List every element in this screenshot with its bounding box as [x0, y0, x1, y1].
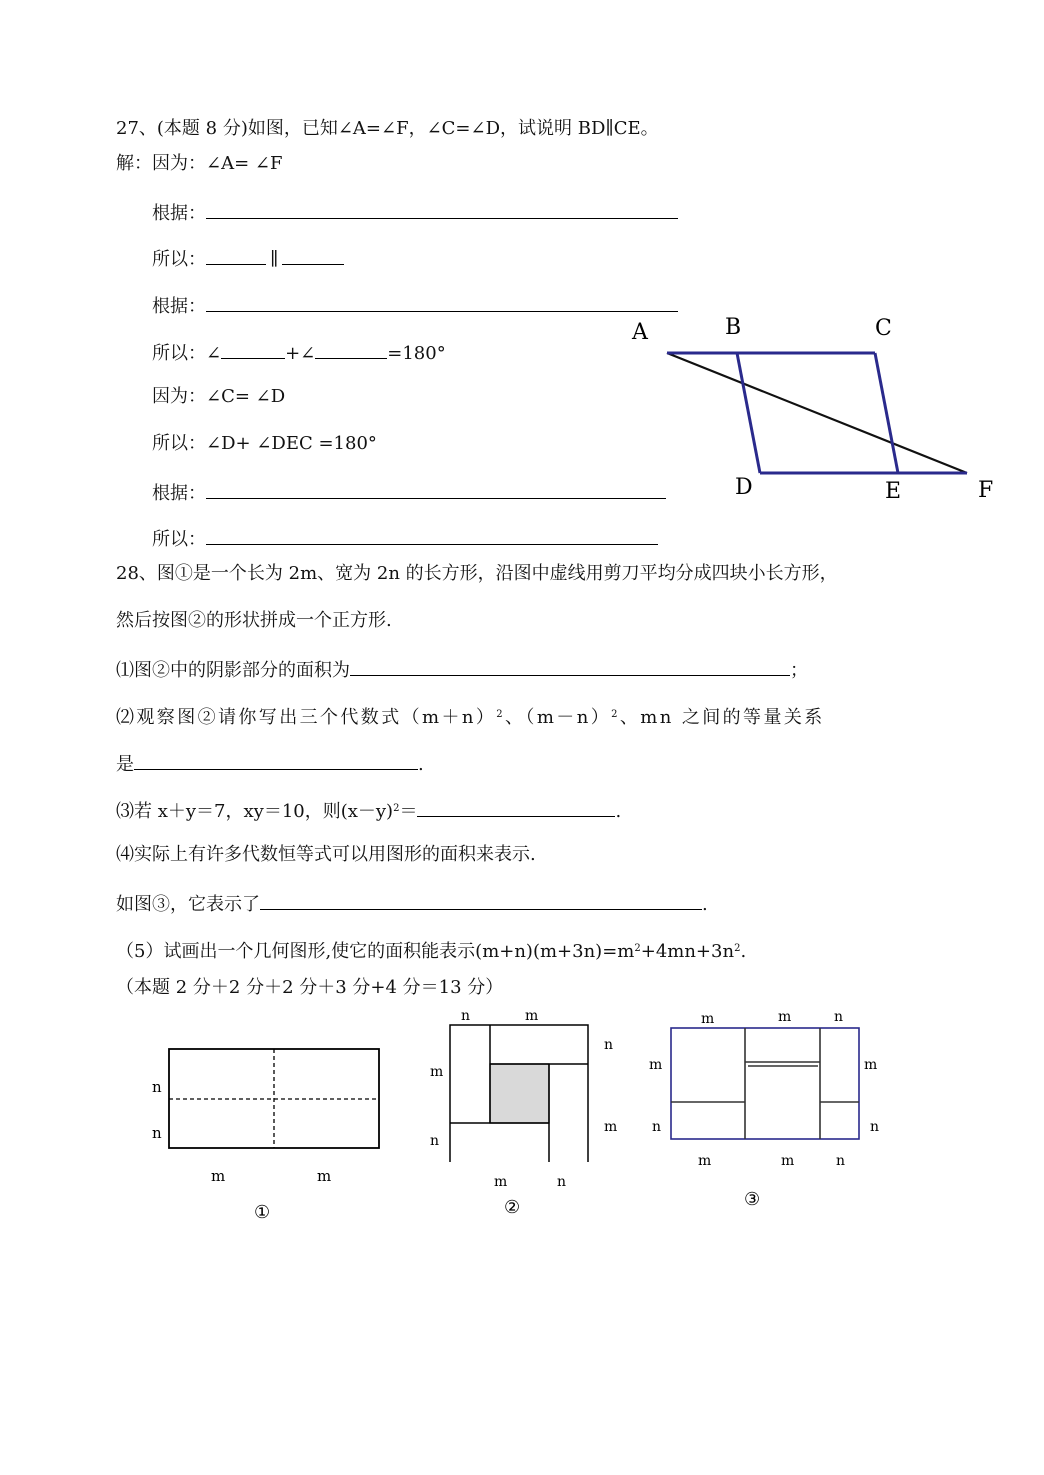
fig3-label: m [649, 1057, 663, 1073]
part5-text-a: （5）试画出一个几何图形,使它的面积能表示(m+n)(m+3n)=m [116, 941, 635, 962]
conclusion-label: 所以：∠ [152, 343, 222, 364]
fig2-label: n [461, 1008, 471, 1024]
label-f: F [978, 478, 994, 503]
part3-equals: ＝ [399, 801, 418, 822]
conclusion-label: 所以： [152, 249, 206, 270]
part2-text-b: 、（m－n） [505, 707, 612, 728]
fig3-caption: ③ [744, 1189, 761, 1210]
fig3-label: m [781, 1153, 795, 1169]
q27-conclusion-3: 所以：∠D+ ∠DEC =180° [152, 433, 377, 454]
exponent: 2 [734, 943, 741, 954]
exponent: 2 [496, 709, 506, 720]
fig3-label: m [778, 1009, 792, 1025]
fig3-label: m [864, 1057, 878, 1073]
fig3-label: n [870, 1119, 880, 1135]
label-b: B [725, 315, 742, 340]
label-e: E [885, 479, 902, 504]
part5-text-c: . [740, 941, 747, 962]
fig1-caption: ① [254, 1202, 271, 1223]
period: . [418, 754, 424, 775]
part1-text: ⑴图②中的阴影部分的面积为 [116, 660, 350, 681]
fig3-label: m [698, 1153, 712, 1169]
fig3-label: n [836, 1153, 846, 1169]
q27-title: 27、(本题 8 分)如图，已知∠A=∠F，∠C=∠D，试说明 BD∥CE。 [116, 118, 659, 139]
reason-label: 根据： [152, 296, 206, 317]
part1-end: ； [790, 660, 808, 681]
fig2-label: m [525, 1008, 539, 1024]
reason-label: 根据： [152, 483, 206, 504]
plus-angle: +∠ [285, 343, 316, 364]
label-c: C [875, 316, 892, 341]
period: . [702, 894, 708, 915]
fig2-label: n [604, 1037, 614, 1053]
period: . [615, 801, 622, 822]
q27-solution-start: 解：因为：∠A= ∠F [116, 153, 283, 174]
exponent: 2 [634, 943, 641, 954]
part5-text-b: +4mn+3n [640, 941, 735, 962]
part3-text-a: ⑶若 x＋y＝7，xy＝10，则(x－y) [116, 801, 394, 822]
fig1-label: m [211, 1167, 226, 1185]
fig3-label: n [834, 1009, 844, 1025]
label-a: A [632, 320, 648, 345]
label-d: D [735, 475, 753, 500]
fig2-label: n [557, 1174, 567, 1190]
fig1-label: m [317, 1167, 332, 1185]
q28-line-1: 28、图①是一个长为 2m、宽为 2n 的长方形，沿图中虚线用剪刀平均分成四块小长方形， [116, 563, 838, 584]
parallel-symbol: ∥ [270, 249, 279, 270]
fig2-caption: ② [504, 1197, 521, 1218]
exponent: 2 [611, 709, 620, 720]
part2-text-c: 、mn 之间的等量关系 [619, 707, 825, 728]
exponent: 2 [393, 803, 400, 814]
fig3-outer-rectangle [671, 1028, 859, 1139]
q27-because: 因为：∠C= ∠D [152, 386, 286, 407]
sum-180: =180° [387, 343, 446, 364]
fig1-label: n [152, 1078, 162, 1096]
part2-text-a: ⑵观察图②请你写出三个代数式（m＋n） [116, 707, 497, 728]
fig3-label: n [652, 1119, 662, 1135]
q28-part-4: ⑷实际上有许多代数恒等式可以用图形的面积来表示. [116, 844, 536, 865]
fig2-label: m [494, 1174, 508, 1190]
fig2-label: m [430, 1064, 444, 1080]
conclusion-label: 所以： [152, 529, 206, 550]
q28-score: （本题 2 分＋2 分＋2 分＋3 分+4 分＝13 分） [116, 977, 504, 998]
reason-label: 根据： [152, 203, 206, 224]
fig1-label: n [152, 1124, 162, 1142]
q28-line-2: 然后按图②的形状拼成一个正方形. [116, 610, 392, 631]
fig2-label: m [604, 1119, 618, 1135]
fig2-label: n [430, 1133, 440, 1149]
part4-text: 如图③，它表示了 [116, 894, 260, 915]
fig3-label: m [701, 1011, 715, 1027]
part2-is: 是 [116, 754, 134, 775]
